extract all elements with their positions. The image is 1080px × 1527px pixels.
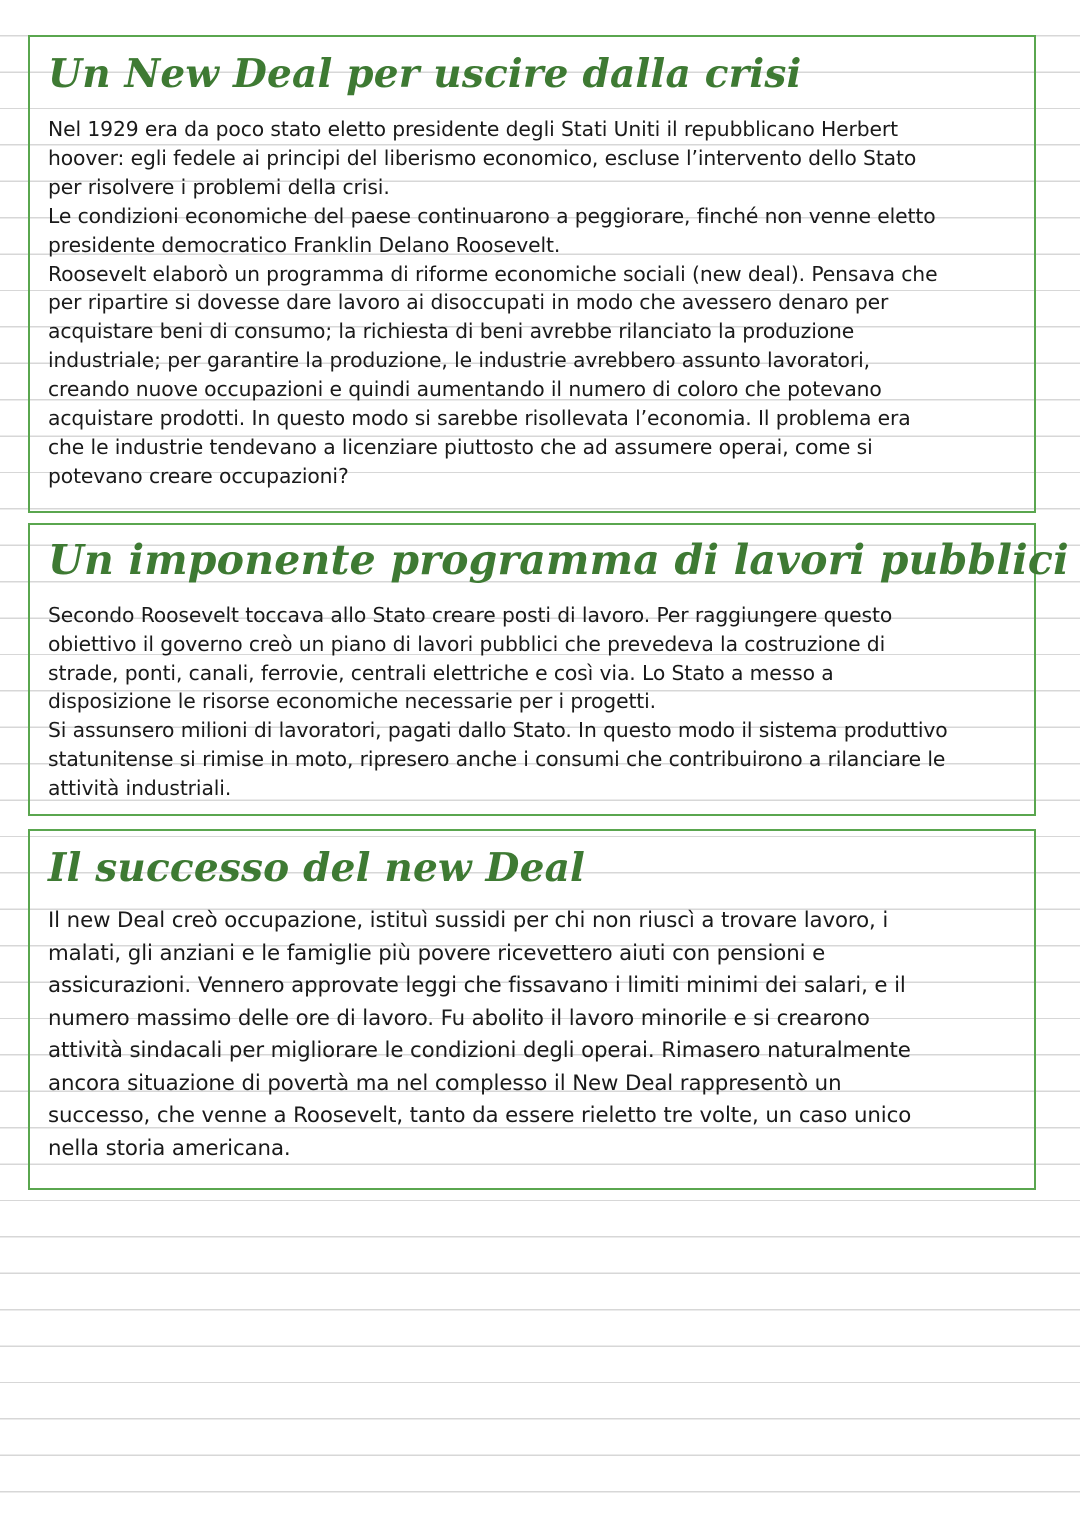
body-line: acquistare beni di consumo; la richiesta di beni avrebbe rilanciato la produzione bbox=[48, 319, 855, 344]
body-line: nella storia americana. bbox=[48, 1135, 291, 1161]
body-line: attività sindacali per migliorare le condizioni degli operai. Rimasero naturalmente bbox=[48, 1038, 911, 1063]
body-line: per ripartire si dovesse dare lavoro ai disoccupati in modo che avessero denaro per bbox=[48, 290, 889, 315]
body-line: hoover: egli fedele ai principi del liberismo economico, escluse l’intervento dello Stato bbox=[48, 145, 917, 170]
body-line: Le condizioni economiche del paese continuarono a peggiorare, finché non venne eletto bbox=[48, 203, 936, 228]
body-line: statunitense si rimise in moto, ripresero anche i consumi che contribuirono a rilanciare le bbox=[48, 746, 946, 771]
body-line: assicurazioni. Vennero approvate leggi che fissavano i limiti minimi dei salari, e il bbox=[48, 973, 906, 998]
body-line: Nel 1929 era da poco stato eletto presidente degli Stati Uniti il repubblicano Herbert bbox=[48, 117, 898, 141]
body-line: che le industrie tendevano a licenziare piuttosto che ad assumere operai, come si bbox=[48, 434, 873, 459]
section-new-deal-crisi bbox=[28, 35, 1036, 513]
section-successo-new-deal bbox=[28, 829, 1036, 1190]
section-title: Il successo del new Deal bbox=[48, 845, 586, 891]
body-line: acquistare prodotti. In questo modo si sarebbe risollevata l’economia. Il problema era bbox=[48, 406, 911, 431]
body-line: per risolvere i problemi della crisi. bbox=[48, 174, 390, 199]
body-line: strade, ponti, canali, ferrovie, centrali elettriche e così via. Lo Stato a messo a bbox=[48, 660, 834, 685]
body-line: Secondo Roosevelt toccava allo Stato creare posti di lavoro. Per raggiungere questo bbox=[48, 603, 893, 627]
body-line: Roosevelt elaborò un programma di riforme economiche sociali (new deal). Pensava che bbox=[48, 261, 938, 286]
body-line: creando nuove occupazioni e quindi aumentando il numero di coloro che potevano bbox=[48, 377, 882, 402]
body-line: obiettivo il governo creò un piano di lavori pubblici che prevedeva la costruzione di bbox=[48, 631, 886, 656]
section-body bbox=[48, 905, 1020, 1165]
body-line: potevano creare occupazioni? bbox=[48, 463, 349, 488]
body-line: presidente democratico Franklin Delano Roosevelt. bbox=[48, 232, 561, 257]
body-line: disposizione le risorse economiche necessarie per i progetti. bbox=[48, 689, 657, 714]
body-line: numero massimo delle ore di lavoro. Fu abolito il lavoro minorile e si crearono bbox=[48, 1005, 870, 1031]
body-line: Il new Deal creò occupazione, istituì sussidi per chi non riuscì a trovare lavoro, i bbox=[48, 908, 889, 933]
section-title: Un imponente programma di lavori pubblici bbox=[48, 536, 1069, 584]
body-line: attività industriali. bbox=[48, 775, 232, 800]
section-body bbox=[48, 601, 1020, 803]
body-line: ancora situazione di povertà ma nel complesso il New Deal rappresentò un bbox=[48, 1070, 842, 1096]
section-title: Un New Deal per uscire dalla crisi bbox=[48, 51, 802, 97]
section-lavori-pubblici bbox=[28, 523, 1069, 816]
body-line: malati, gli anziani e le famiglie più povere ricevettero aiuti con pensioni e bbox=[48, 940, 826, 966]
section-body bbox=[48, 115, 1020, 491]
body-line: industriale; per garantire la produzione, le industrie avrebbero assunto lavoratori, bbox=[48, 348, 870, 373]
body-line: Si assunsero milioni di lavoratori, pagati dallo Stato. In questo modo il sistema produttivo bbox=[48, 718, 948, 743]
body-line: successo, che venne a Roosevelt, tanto da essere rieletto tre volte, un caso unico bbox=[48, 1103, 912, 1128]
